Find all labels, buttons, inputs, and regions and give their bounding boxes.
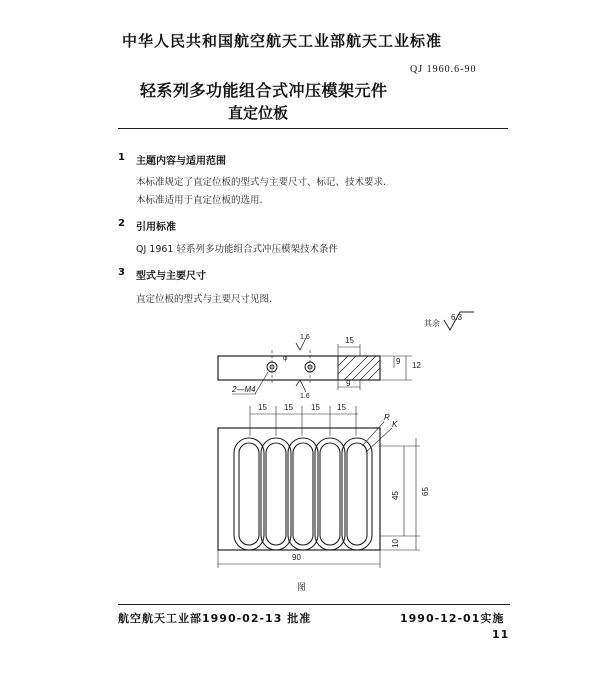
approval-date: 航空航天工业部1990-02-13 批准	[118, 612, 312, 625]
section-3-title: 型式与主要尺寸	[136, 271, 206, 282]
section-3-number: 3	[118, 267, 125, 278]
roughness-value: 6.3	[451, 313, 463, 322]
implementation-date: 1990-12-01实施	[400, 612, 505, 625]
dim-65: 65	[421, 487, 430, 496]
phi-label: φ	[283, 355, 288, 362]
roughness-other-label: 其余	[424, 319, 440, 328]
dim-9b: 9	[346, 379, 351, 388]
standard-number: QJ 1960.6-90	[410, 64, 477, 75]
document-title: 轻系列多功能组合式冲压模架元件	[140, 81, 388, 100]
reference-standard: QJ 1961 轻系列多功能组合式冲压模架技术条件	[136, 244, 338, 255]
section-1-number: 1	[118, 152, 125, 163]
dim-45: 45	[391, 491, 400, 500]
label-R: R	[384, 413, 390, 422]
section-1-para-2: 本标准适用于直定位板的选用.	[136, 195, 263, 206]
footer-rule	[118, 604, 510, 605]
dim-12: 12	[412, 361, 421, 370]
plan-view	[218, 413, 430, 568]
dim-top-15: 15	[345, 336, 354, 345]
page-number: 11	[492, 628, 510, 641]
document-subtitle: 直定位板	[228, 104, 289, 122]
side-view	[218, 334, 421, 400]
bolt-label: 2—M4	[232, 385, 256, 394]
section-1-para-1: 本标准规定了直定位板的型式与主要尺寸、标记、技术要求.	[136, 177, 387, 188]
roughness-small-top: 1.6	[300, 334, 310, 341]
label-K: K	[392, 420, 398, 429]
section-1-title: 主题内容与适用范围	[136, 156, 226, 167]
roughness-small-bottom: 1.6	[300, 393, 310, 400]
issuing-organization: 中华人民共和国航空航天工业部航天工业标准	[122, 32, 443, 50]
section-2-number: 2	[118, 218, 125, 229]
figure-caption: 图	[297, 582, 307, 592]
roughness-small-bottom-icon	[296, 380, 306, 392]
pitch-dimensions	[250, 403, 358, 436]
dim-9a: 9	[396, 357, 401, 366]
pitch-4: 15	[337, 403, 346, 412]
pitch-3: 15	[311, 403, 320, 412]
dim-10: 10	[391, 539, 400, 548]
pitch-1: 15	[258, 403, 267, 412]
dim-90: 90	[292, 553, 301, 562]
section-2-title: 引用标准	[136, 222, 176, 233]
pitch-2: 15	[284, 403, 293, 412]
section-3-para: 直定位板的型式与主要尺寸见图.	[136, 294, 273, 305]
